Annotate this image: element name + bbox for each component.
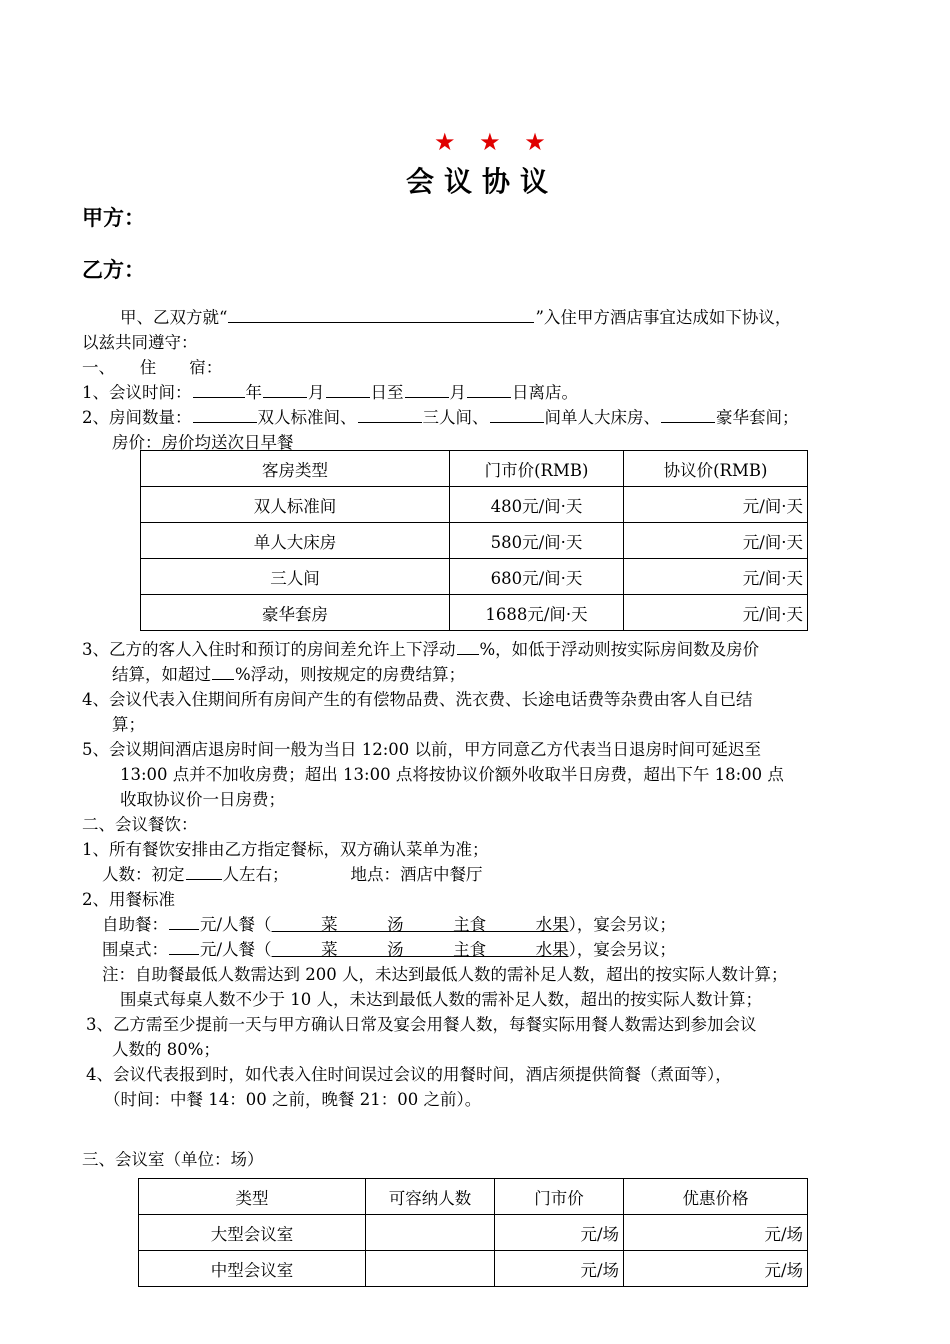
section1-heading: 一、 住 宿：: [82, 358, 223, 377]
month-label-2: 月: [449, 383, 466, 402]
table-cell[interactable]: 元/间·天: [624, 559, 808, 595]
double-room-label: 双人标准间、: [257, 408, 357, 427]
table-cell: 680元/间·天: [450, 559, 624, 595]
catering-item-4-line-2: （时间：中餐 14：00 之前，晚餐 21：00 之前）。: [104, 1090, 482, 1109]
catering-item-2: 2、用餐标准: [82, 890, 175, 909]
triple-room-blank[interactable]: [358, 406, 422, 423]
checkout-clause-line-2: 13:00 点并不加收房费；超出 13:00 点将按协议价额外收取半日房费，超出下午 18:00 点: [120, 765, 784, 784]
table-row: [141, 523, 808, 559]
table-header-cell: 门市价: [495, 1179, 624, 1215]
checkout-clause-line-3: 收取协议价一日房费；: [120, 790, 285, 809]
dining-location: 地点：酒店中餐厅: [350, 865, 483, 884]
round-table-unit: 元/人餐（: [200, 940, 272, 959]
round-table-note: ），宴会另议；: [568, 940, 676, 959]
round-table-label: 围桌式：: [102, 940, 168, 959]
triple-room-label: 三人间、: [422, 408, 489, 427]
party-a-label: 甲方：: [82, 206, 145, 230]
misc-fee-line-2: 算；: [112, 715, 145, 734]
day-blank-1[interactable]: [326, 381, 370, 398]
intro-suffix: ”入住甲方酒店事宜达成如下协议，: [535, 308, 792, 327]
table-cell[interactable]: 元/间·天: [624, 595, 808, 631]
suite-label: 豪华套间；: [716, 408, 799, 427]
room-count-label: 2、房间数量：: [82, 408, 192, 427]
catering-note-2: 围桌式每桌人数不少于 10 人，未达到最低人数的需补足人数，超出的按实际人数计算；: [120, 990, 762, 1009]
float-clause-text: 3、乙方的客人入住时和预订的房间差允许上下浮动: [82, 640, 456, 659]
suite-blank[interactable]: [661, 406, 715, 423]
buffet-menu: 菜 汤 主食 水果: [271, 915, 569, 934]
table-header-cell: 类型: [139, 1179, 366, 1215]
people-count-blank[interactable]: [186, 863, 222, 880]
table-header-cell: 客房类型: [141, 451, 450, 487]
float-clause-text: %浮动，则按规定的房费结算；: [235, 665, 466, 684]
table-row: [141, 559, 808, 595]
float-percent-blank[interactable]: [457, 638, 479, 655]
table-cell: 中型会议室: [139, 1251, 366, 1287]
table-cell: 大型会议室: [139, 1215, 366, 1251]
section3-heading: 三、会议室（单位：场）: [82, 1150, 264, 1169]
people-suffix: 人左右；: [222, 865, 289, 884]
people-label: 人数：初定: [102, 865, 185, 884]
stars-decoration: ★ ★ ★: [434, 128, 554, 156]
table-header-row: [141, 451, 808, 487]
price-note: 房价：房价均送次日早餐: [112, 433, 294, 452]
table-cell[interactable]: 元/场: [624, 1251, 808, 1287]
table-cell[interactable]: [366, 1251, 495, 1287]
table-cell: 480元/间·天: [450, 487, 624, 523]
document-title: 会议协议: [406, 165, 559, 198]
section2-heading: 二、会议餐饮：: [82, 815, 198, 834]
round-table-price-blank[interactable]: [169, 938, 199, 955]
meeting-time-line: [82, 379, 578, 403]
month-label-1: 月: [308, 383, 325, 402]
table-cell: 1688元/间·天: [450, 595, 624, 631]
buffet-price-blank[interactable]: [169, 913, 199, 930]
table-row: [141, 487, 808, 523]
catering-item-3-line-1: 3、乙方需至少提前一天与甲方确认日常及宴会用餐人数，每餐实际用餐人数需达到参加会议: [86, 1015, 757, 1034]
table-cell[interactable]: 元/场: [624, 1215, 808, 1251]
single-room-label: 间单人大床房、: [544, 408, 660, 427]
table-cell: 三人间: [141, 559, 450, 595]
table-header-cell: 门市价(RMB): [450, 451, 624, 487]
meeting-room-table: [138, 1178, 808, 1287]
table-cell[interactable]: 元/间·天: [624, 487, 808, 523]
table-cell: 双人标准间: [141, 487, 450, 523]
round-table-line: [102, 936, 676, 960]
intro-line-1: [120, 304, 791, 328]
single-room-blank[interactable]: [490, 406, 544, 423]
room-price-table: [140, 450, 808, 631]
misc-fee-line-1: 4、会议代表入住期间所有房间产生的有偿物品费、洗衣费、长途电话费等杂费由客人自已结: [82, 690, 753, 709]
catering-item-1: 1、所有餐饮安排由乙方指定餐标，双方确认菜单为准；: [82, 840, 489, 859]
catering-item-3-line-2: 人数的 80%；: [112, 1040, 220, 1059]
buffet-line: [102, 911, 676, 935]
intro-prefix: 甲、乙双方就“: [120, 308, 228, 327]
table-row: [139, 1215, 808, 1251]
table-cell: 单人大床房: [141, 523, 450, 559]
intro-line-2: 以兹共同遵守：: [82, 333, 198, 352]
checkout-clause-line-1: 5、会议期间酒店退房时间一般为当日 12:00 以前，甲方同意乙方代表当日退房时间可延迟至: [82, 740, 762, 759]
table-cell: 580元/间·天: [450, 523, 624, 559]
float-clause-text: 结算，如超过: [112, 665, 211, 684]
table-header-cell: 可容纳人数: [366, 1179, 495, 1215]
exceed-percent-blank[interactable]: [212, 663, 234, 680]
table-cell[interactable]: 元/场: [495, 1215, 624, 1251]
buffet-unit: 元/人餐（: [200, 915, 272, 934]
year-label: 年: [245, 383, 262, 402]
table-cell: 豪华套房: [141, 595, 450, 631]
table-row: [139, 1251, 808, 1287]
buffet-note: ），宴会另议；: [568, 915, 676, 934]
round-table-menu: 菜 汤 主食 水果: [271, 940, 569, 959]
float-clause-text: %，如低于浮动则按实际房间数及房价: [479, 640, 760, 659]
year-blank[interactable]: [193, 381, 245, 398]
catering-item-4-line-1: 4、会议代表报到时，如代表入住时间误过会议的用餐时间，酒店须提供简餐（煮面等），: [86, 1065, 732, 1084]
month-blank-2[interactable]: [405, 381, 449, 398]
buffet-label: 自助餐：: [102, 915, 168, 934]
table-header-cell: 优惠价格: [624, 1179, 808, 1215]
party-b-label: 乙方：: [82, 258, 145, 282]
float-clause-line-2: [112, 661, 465, 685]
people-line: [102, 861, 483, 885]
day-blank-2[interactable]: [467, 381, 511, 398]
float-clause-line-1: [82, 636, 759, 660]
double-room-blank[interactable]: [193, 406, 257, 423]
table-header-row: [139, 1179, 808, 1215]
checkout-label: 日离店。: [512, 383, 578, 402]
day-to-label: 日至: [370, 383, 404, 402]
catering-note-1: 注：自助餐最低人数需达到 200 人，未达到最低人数的需补足人数，超出的按实际人数计算；: [102, 965, 788, 984]
table-cell[interactable]: [366, 1215, 495, 1251]
meeting-name-blank[interactable]: [228, 306, 534, 323]
meeting-time-label: 1、会议时间：: [82, 383, 192, 402]
table-header-cell: 协议价(RMB): [624, 451, 808, 487]
table-cell[interactable]: 元/间·天: [624, 523, 808, 559]
table-cell[interactable]: 元/场: [495, 1251, 624, 1287]
room-count-line: [82, 404, 799, 428]
table-row: [141, 595, 808, 631]
month-blank-1[interactable]: [263, 381, 307, 398]
